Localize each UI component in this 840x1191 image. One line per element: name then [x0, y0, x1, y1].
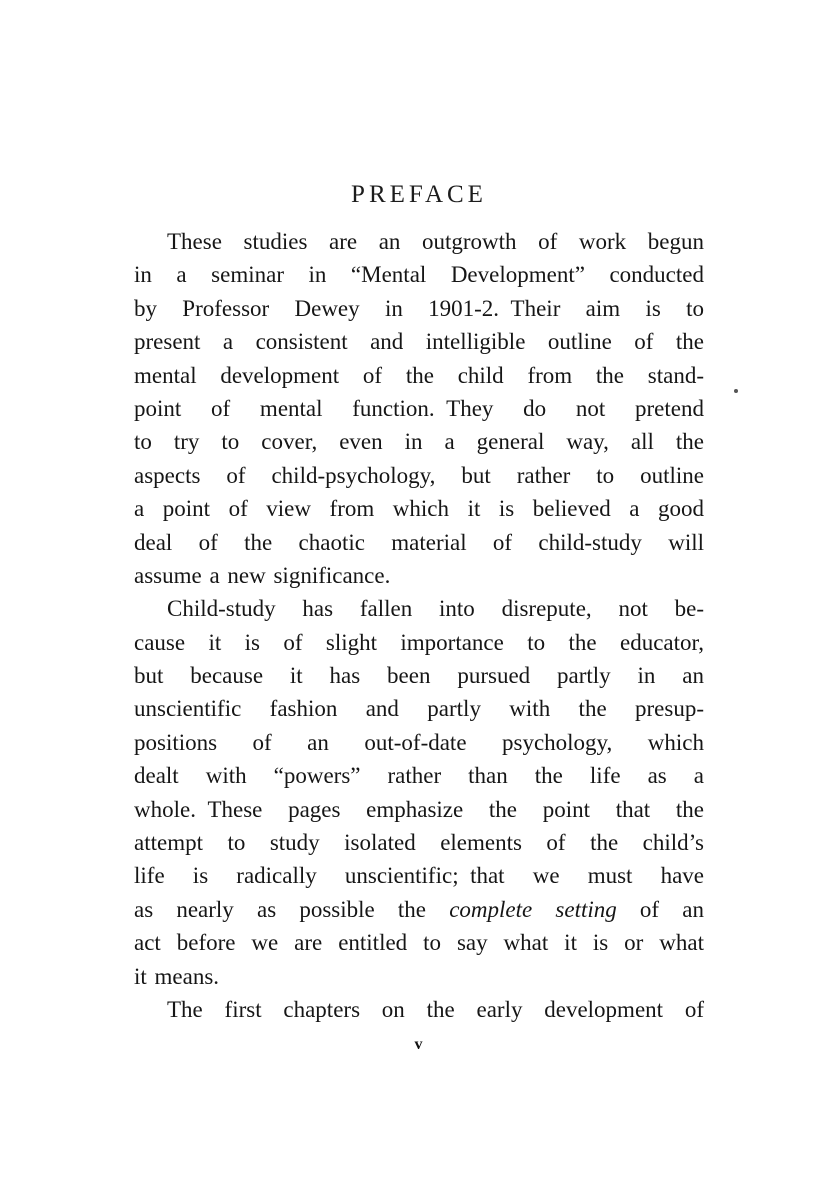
- paragraph: [134, 993, 704, 1026]
- page-title: PREFACE: [351, 181, 487, 208]
- text-segment: of an: [616, 896, 704, 922]
- text-line: whole. These pages emphasize the point that the: [134, 796, 704, 822]
- text-line: a point of view from which it is believed a good: [134, 496, 704, 522]
- text-line: These studies are an outgrowth of work begun: [167, 229, 704, 254]
- text-line: cause it is of slight importance to the educator,: [134, 629, 704, 655]
- text-line: point of mental function. They do not pretend: [134, 395, 704, 421]
- ink-speck-artifact: [734, 389, 738, 393]
- text-line: but because it has been pursued partly in an: [134, 663, 704, 689]
- text-line: unscientific fashion and partly with the presup-: [134, 696, 704, 722]
- text-line: to try to cover, even in a general way, all the: [134, 429, 704, 455]
- text-line: life is radically unscientific; that we must have: [134, 863, 704, 889]
- text-line: act before we are entitled to say what it is or what: [134, 930, 704, 956]
- text-line: mental development of the child from the stand-: [134, 362, 704, 388]
- page-number: v: [414, 1036, 424, 1054]
- text-line: deal of the chaotic material of child-study will: [134, 529, 704, 555]
- text-line: in a seminar in “Mental Development” conducted: [134, 262, 704, 288]
- text-line: it means.: [134, 963, 220, 989]
- text-line: by Professor Dewey in 1901-2. Their aim is to: [134, 295, 704, 321]
- text-line: positions of an out-of-date psychology, which: [134, 729, 704, 755]
- paragraph: [134, 225, 704, 592]
- text-line: dealt with “powers” rather than the life as a: [134, 763, 704, 789]
- text-segment: as nearly as possible the: [134, 896, 450, 922]
- body-text: [134, 225, 704, 1026]
- text-block: [134, 179, 704, 1054]
- paragraph: [134, 592, 704, 993]
- text-line: aspects of child-psychology, but rather to outline: [134, 462, 704, 488]
- text-line: assume a new significance.: [134, 562, 391, 588]
- text-line: [134, 893, 704, 926]
- text-line: attempt to study isolated elements of the child’s: [134, 830, 704, 856]
- text-line: Child-study has fallen into disrepute, not be-: [167, 596, 704, 622]
- text-line: present a consistent and intelligible outline of the: [134, 329, 704, 355]
- text-line: The first chapters on the early development of: [167, 996, 704, 1022]
- italic-text: complete setting: [449, 896, 617, 922]
